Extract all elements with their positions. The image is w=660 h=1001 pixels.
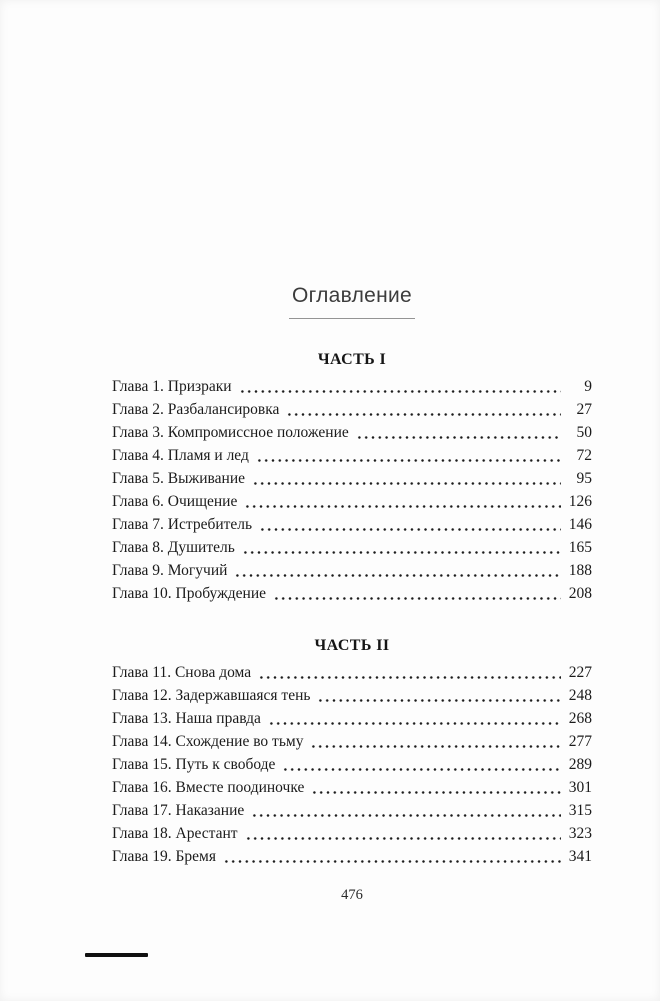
toc-entry-label: Глава 12. Задержавшаяся тень xyxy=(112,687,311,704)
toc-entry xyxy=(112,536,592,559)
dot-leader xyxy=(252,482,561,485)
toc-entry-label: Глава 16. Вместе поодиночке xyxy=(112,779,305,796)
dot-leader xyxy=(251,814,561,817)
toc-entry-label: Глава 17. Наказание xyxy=(112,802,245,819)
toc-entry-label: Глава 2. Разбалансировка xyxy=(112,401,280,418)
toc-entry-page: 301 xyxy=(568,779,592,796)
page-title-text: Оглавление xyxy=(289,284,415,319)
dot-leader xyxy=(244,505,561,508)
toc-entry-label: Глава 1. Призраки xyxy=(112,378,232,395)
toc-entry-label: Глава 3. Компромиссное положение xyxy=(112,424,349,441)
toc-entry xyxy=(112,513,592,536)
dot-leader xyxy=(311,791,561,794)
toc-entry-page: 50 xyxy=(576,424,592,441)
toc-entry xyxy=(112,707,592,730)
toc-entry xyxy=(112,375,592,398)
toc-entry xyxy=(112,822,592,845)
dot-leader xyxy=(286,413,561,416)
dot-leader xyxy=(256,459,561,462)
dot-leader xyxy=(245,837,561,840)
dot-leader xyxy=(258,676,561,679)
toc-entry-label: Глава 10. Пробуждение xyxy=(112,585,267,602)
toc-content xyxy=(112,284,592,868)
toc-entry xyxy=(112,845,592,868)
dot-leader xyxy=(282,768,561,771)
dot-leader xyxy=(259,528,561,531)
toc-entry-label: Глава 18. Арестант xyxy=(112,825,238,842)
dot-leader xyxy=(317,699,561,702)
toc-entry-page: 315 xyxy=(568,802,592,819)
toc-entry-label: Глава 7. Истребитель xyxy=(112,516,253,533)
toc-entry-page: 341 xyxy=(568,848,592,865)
toc-entry xyxy=(112,421,592,444)
dot-leader xyxy=(223,860,561,863)
part-heading: ЧАСТЬ I xyxy=(317,351,387,368)
toc-entry xyxy=(112,661,592,684)
toc-entry-label: Глава 6. Очищение xyxy=(112,493,238,510)
scan-artifact-bar xyxy=(85,953,148,957)
toc-entry-page: 248 xyxy=(568,687,592,704)
toc-entry xyxy=(112,684,592,707)
toc-entry-label: Глава 9. Могучий xyxy=(112,562,228,579)
toc-entry xyxy=(112,398,592,421)
toc-entry xyxy=(112,582,592,605)
toc-entry-page: 268 xyxy=(568,710,592,727)
toc-entry xyxy=(112,559,592,582)
dot-leader xyxy=(273,597,561,600)
dot-leader xyxy=(234,574,561,577)
toc-entry xyxy=(112,444,592,467)
toc-entry-label: Глава 15. Путь к свободе xyxy=(112,756,276,773)
part-heading: ЧАСТЬ II xyxy=(314,637,390,654)
toc-entry-page: 27 xyxy=(576,401,592,418)
toc-entry-page: 188 xyxy=(568,562,592,579)
toc-entry-page: 165 xyxy=(568,539,592,556)
toc-entry xyxy=(112,467,592,490)
toc-entry xyxy=(112,799,592,822)
toc-entry-label: Глава 11. Снова дома xyxy=(112,664,252,681)
dot-leader xyxy=(268,722,561,725)
toc-entry-page: 227 xyxy=(568,664,592,681)
toc-entry-label: Глава 19. Бремя xyxy=(112,848,216,865)
toc-entry-page: 126 xyxy=(568,493,592,510)
toc-entry xyxy=(112,776,592,799)
dot-leader xyxy=(310,745,561,748)
toc-entry-label: Глава 14. Схождение во тьму xyxy=(112,733,304,750)
dot-leader xyxy=(242,551,561,554)
toc-entry-page: 146 xyxy=(568,516,592,533)
toc-entry-page: 9 xyxy=(584,378,592,395)
toc-entry xyxy=(112,490,592,513)
toc-entry-label: Глава 5. Выживание xyxy=(112,470,245,487)
toc-entry xyxy=(112,753,592,776)
toc-entry-page: 289 xyxy=(568,756,592,773)
toc-entry-label: Глава 8. Душитель xyxy=(112,539,235,556)
toc-list xyxy=(112,351,592,868)
page-title xyxy=(112,284,592,319)
toc-entry xyxy=(112,730,592,753)
toc-entry-label: Глава 13. Наша правда xyxy=(112,710,261,727)
dot-leader xyxy=(356,436,561,439)
dot-leader xyxy=(239,390,561,393)
toc-entry-page: 277 xyxy=(568,733,592,750)
toc-entry-page: 208 xyxy=(568,585,592,602)
toc-entry-page: 323 xyxy=(568,825,592,842)
toc-entry-page: 72 xyxy=(576,447,592,464)
toc-entry-label: Глава 4. Пламя и лед xyxy=(112,447,249,464)
page-number: 476 xyxy=(341,887,363,903)
toc-entry-page: 95 xyxy=(576,470,592,487)
